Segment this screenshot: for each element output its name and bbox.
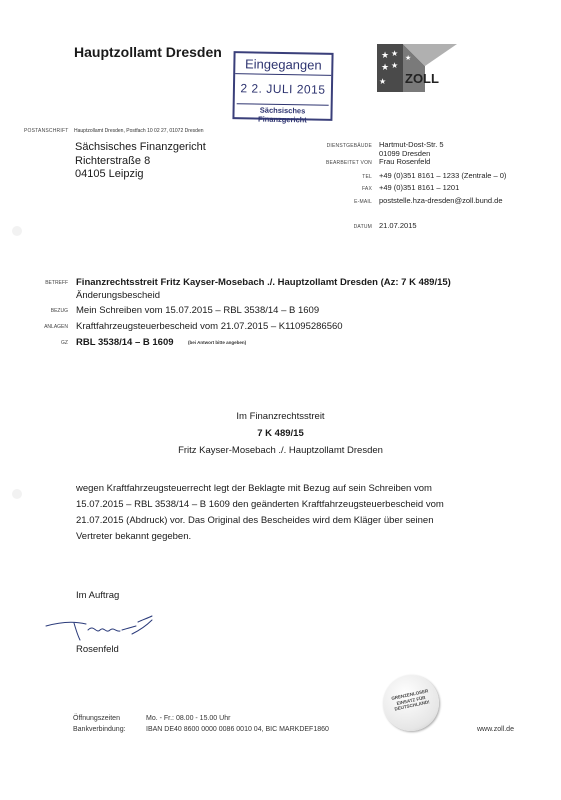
betreff-line-2: Änderungsbescheid	[76, 290, 160, 301]
hours-value: Mo. - Fr.: 08.00 - 15.00 Uhr	[146, 715, 231, 722]
gz-label: GZ	[61, 340, 68, 346]
svg-text:★: ★	[405, 54, 412, 62]
svg-text:★: ★	[381, 51, 390, 61]
stamp-line-1: Eingegangen	[235, 56, 331, 76]
svg-text:★: ★	[391, 61, 399, 70]
body-line: 15.07.2015 – RBL 3538/14 – B 1609 den geänderten Kraftfahrzeugsteuerbescheid vom	[76, 499, 444, 510]
info-value-fax: +49 (0)351 8161 – 1201	[379, 183, 460, 192]
info-value-datum: 21.07.2015	[379, 221, 417, 230]
punch-hole	[12, 226, 22, 236]
bezug-label: BEZUG	[50, 308, 68, 314]
stamp-line-3: Sächsisches Finanzgericht	[236, 103, 328, 125]
body-line: wegen Kraftfahrzeugsteuerrecht legt der Beklagte mit Bezug auf sein Schreiben vom	[76, 483, 432, 494]
svg-text:★: ★	[379, 77, 387, 86]
badge-text: GRENZENLOSER EINSATZ FÜR DEUTSCHLAND!	[390, 688, 431, 712]
postanschrift-value: Hauptzollamt Dresden, Postfach 10 02 27, 01072 Dresden	[74, 128, 204, 134]
gz-note: (bei Antwort bitte angeben)	[188, 340, 247, 345]
signature-icon	[40, 612, 160, 644]
bank-value: IBAN DE40 8600 0000 0086 0010 04, BIC MARKDEF1860	[146, 726, 329, 733]
svg-text:★: ★	[381, 63, 390, 73]
anlagen-value: Kraftfahrzeugsteuerbescheid vom 21.07.2015 – K11095286560	[76, 321, 343, 332]
logo-text: ZOLL	[405, 71, 439, 86]
info-label-email: E-MAIL	[354, 199, 372, 205]
case-parties: Fritz Kayser-Mosebach ./. Hauptzollamt Dresden	[178, 445, 383, 456]
betreff-label: BETREFF	[45, 280, 68, 286]
org-title: Hauptzollamt Dresden	[74, 44, 222, 60]
info-label-dienstgebaeude: DIENSTGEBÄUDE	[326, 143, 372, 149]
body-paragraph	[76, 481, 496, 545]
info-label-bearbeitet: BEARBEITET VON	[325, 160, 372, 166]
recipient-line: Richterstraße 8	[75, 154, 151, 167]
body-line: Vertreter bekannt gegeben.	[76, 531, 192, 542]
info-label-tel: TEL	[362, 174, 372, 180]
info-label-fax: FAX	[361, 186, 372, 192]
case-intro: Im Finanzrechtsstreit	[236, 411, 325, 422]
einsatz-badge	[383, 675, 439, 731]
info-value-email: poststelle.hza-dresden@zoll.bund.de	[379, 196, 503, 205]
svg-text:★: ★	[391, 49, 399, 58]
info-value-address-2: 01099 Dresden	[379, 149, 431, 158]
anlagen-label: ANLAGEN	[44, 324, 68, 330]
punch-hole	[12, 489, 22, 499]
recipient-address	[75, 141, 206, 182]
body-line: 21.07.2015 (Abdruck) vor. Das Original des Bescheides wird dem Kläger über seinen	[76, 515, 434, 526]
recipient-line: 04105 Leipzig	[75, 168, 144, 180]
info-value-address-1: Hartmut-Dost-Str. 5	[379, 140, 444, 149]
bezug-value: Mein Schreiben vom 15.07.2015 – RBL 3538/14 – B 1609	[76, 305, 320, 316]
betreff-line-1: Finanzrechtsstreit Fritz Kayser-Mosebach ./. Hauptzollamt Dresden (Az: 7 K 489/15)	[76, 277, 451, 288]
received-stamp	[232, 51, 333, 125]
bank-label: Bankverbindung:	[73, 726, 126, 733]
info-label-datum: DATUM	[353, 224, 372, 230]
stamp-date: 2 2. JULI 2015	[240, 81, 326, 97]
signer-name: Rosenfeld	[76, 644, 119, 655]
postanschrift-label: POSTANSCHRIFT	[24, 128, 69, 134]
website-link[interactable]: www.zoll.de	[477, 726, 514, 733]
case-number: 7 K 489/15	[257, 428, 304, 439]
gz-value: RBL 3538/14 – B 1609	[76, 337, 174, 348]
recipient-line: Sächsisches Finanzgericht	[75, 141, 206, 153]
hours-label: Öffnungszeiten	[73, 715, 120, 722]
im-auftrag: Im Auftrag	[76, 590, 120, 601]
info-value-bearbeitet: Frau Rosenfeld	[379, 157, 431, 166]
info-value-tel: +49 (0)351 8161 – 1233 (Zentrale – 0)	[379, 171, 507, 180]
